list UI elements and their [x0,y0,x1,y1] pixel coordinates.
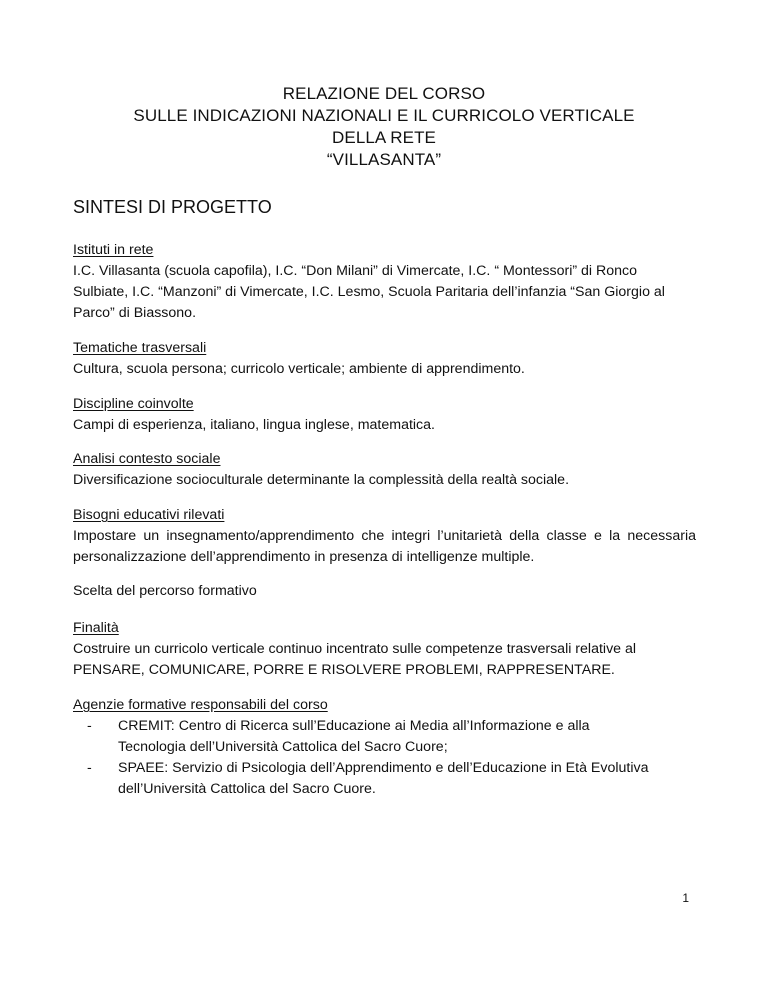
title-line-4: “VILLASANTA” [326,150,442,169]
document-body [73,240,696,800]
list-dash: - [87,760,92,776]
page-number: 1 [682,891,689,905]
section-heading: Istituti in rete [73,242,154,258]
section-heading: Analisi contesto sociale [73,451,221,467]
list-dash: - [87,718,92,734]
title-line-3: DELLA RETE [332,128,436,147]
section-heading: Finalità [73,620,119,636]
section-heading: Discipline coinvolte [73,396,194,412]
section-heading: Tematiche trasversali [73,340,207,356]
section-text: Diversificazione socioculturale determinante la complessità della realtà sociale. [73,472,570,488]
section-text: Impostare un insegnamento/apprendimento che integri l’unitarietà della classe e la necessaria personalizzazione dell’apprendimento in presenza di intelligenze multiple. [73,528,696,565]
section-text: I.C. Villasanta (scuola capofila), I.C. “Don Milani” di Vimercate, I.C. “ Montessori” di Ronco Sulbiate, I.C. “Manzoni” di Vimercate, I.C. Lesmo, Scuola Paritaria dell’infanzia “San Giorgio al Parco” di Biassono. [73,263,665,321]
list-item [73,758,696,800]
section-istituti [73,240,696,324]
document-title [0,83,768,171]
section-finalita [73,618,696,681]
list-item-text: SPAEE: Servizio di Psicologia dell’Apprendimento e dell’Educazione in Età Evolutiva dell’Università Cattolica del Sacro Cuore. [118,760,649,797]
section-heading: Scelta del percorso formativo [73,583,257,599]
section-heading: Bisogni educativi rilevati [73,507,225,523]
title-line-2: SULLE INDICAZIONI NAZIONALI E IL CURRICOLO VERTICALE [133,106,635,125]
section-text: Costruire un curricolo verticale continuo incentrato sulle competenze trasversali relative al PENSARE, COMUNICARE, PORRE E RISOLVERE PROBLEMI, RAPPRESENTARE. [73,641,637,678]
list-item [73,716,696,758]
section-tematiche [73,338,696,380]
title-line-1: RELAZIONE DEL CORSO [282,84,486,103]
section-title: SINTESI DI PROGETTO [73,197,272,217]
section-scelta [73,581,696,602]
section-text: Cultura, scuola persona; curricolo verticale; ambiente di apprendimento. [73,361,525,377]
list-item-text: CREMIT: Centro di Ricerca sull’Educazione ai Media all’Informazione e alla Tecnologia dell’Università Cattolica del Sacro Cuore; [118,718,590,755]
section-analisi [73,449,696,491]
section-discipline [73,394,696,436]
agency-list [73,716,696,800]
section-heading: Agenzie formative responsabili del corso [73,697,328,713]
section-agenzie [73,695,696,800]
section-text: Campi di esperienza, italiano, lingua inglese, matematica. [73,417,435,433]
section-bisogni [73,505,696,568]
